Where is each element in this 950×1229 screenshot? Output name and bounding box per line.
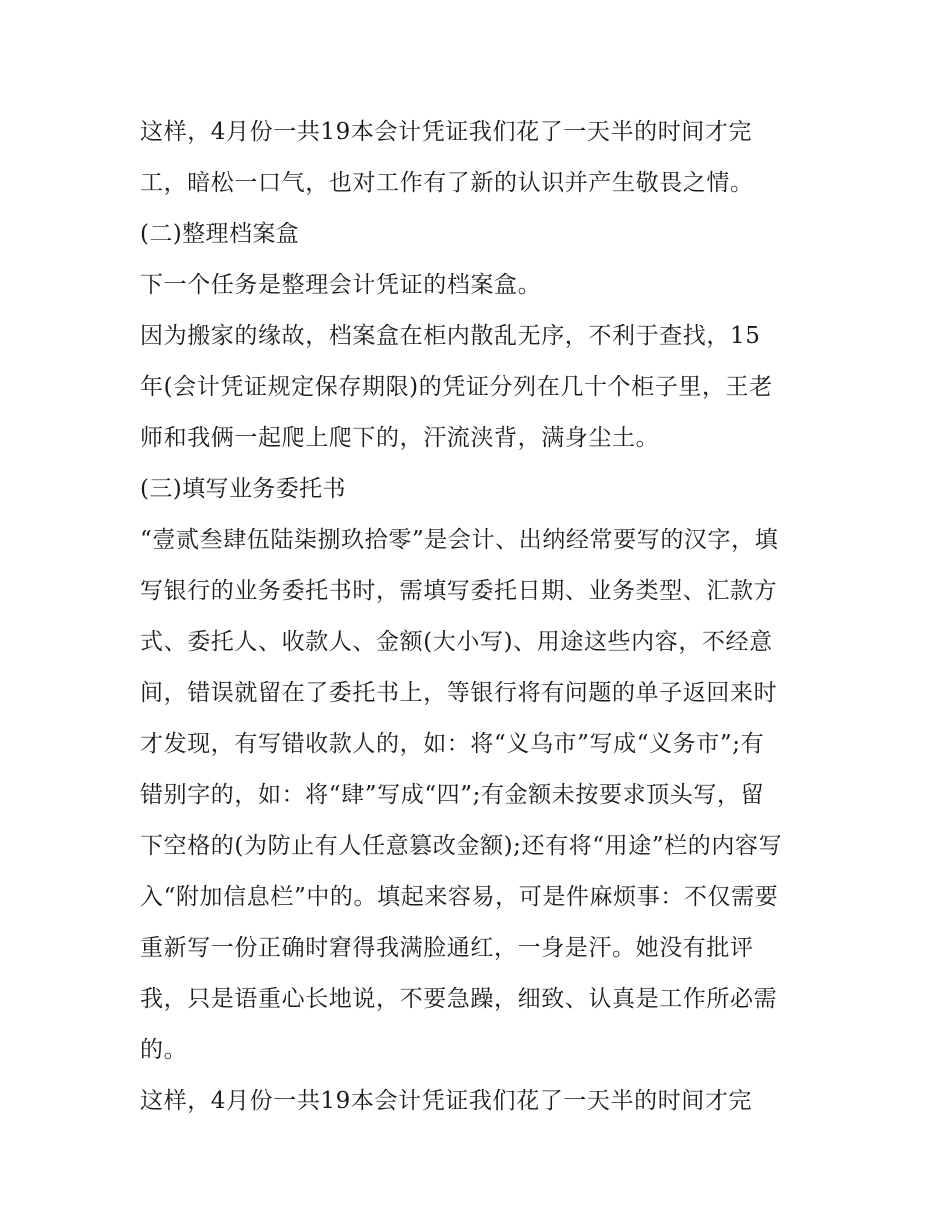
paragraph-line-1: 这样，4月份一共19本会计凭证我们花了一天半的时间才完 [140, 119, 753, 145]
paragraph-line-13: 才发现，有写错收款人的，如：将“义乌市”写成“义务市”;有 [140, 731, 765, 757]
paragraph-line-15: 下空格的(为防止有人任意篡改金额);还有将“用途”栏的内容写 [140, 833, 783, 859]
paragraph-line-5: 因为搬家的缘故，档案盒在柜内散乱无序，不利于查找，15 [140, 323, 761, 349]
paragraph-line-19: 的。 [140, 1037, 188, 1063]
section-heading-2: (二)整理档案盒 [140, 221, 300, 247]
paragraph-line-4: 下一个任务是整理会计凭证的档案盒。 [140, 272, 542, 298]
paragraph-line-9: “壹贰叁肆伍陆柒捌玖拾零”是会计、出纳经常要写的汉字，填 [140, 527, 779, 553]
paragraph-line-7: 师和我俩一起爬上爬下的，汗流浃背，满身尘土。 [140, 425, 660, 451]
paragraph-line-18: 我，只是语重心长地说，不要急躁，细致、认真是工作所必需 [140, 986, 778, 1012]
paragraph-line-20: 这样，4月份一共19本会计凭证我们花了一天半的时间才完 [140, 1088, 753, 1114]
paragraph-line-12: 间，错误就留在了委托书上，等银行将有问题的单子返回来时 [140, 680, 778, 706]
paragraph-line-11: 式、委托人、收款人、金额(大小写)、用途这些内容，不经意 [140, 629, 773, 655]
paragraph-line-14: 错别字的，如：将“肆”写成“四”;有金额未按要求顶头写，留 [140, 782, 765, 808]
paragraph-line-17: 重新写一份正确时窘得我满脸通红，一身是汗。她没有批评 [140, 935, 754, 961]
paragraph-line-16: 入“附加信息栏”中的。填起来容易，可是件麻烦事：不仅需要 [140, 884, 779, 910]
paragraph-line-10: 写银行的业务委托书时，需填写委托日期、业务类型、汇款方 [140, 578, 778, 604]
paragraph-line-6: 年(会计凭证规定保存期限)的凭证分列在几十个柜子里，王老 [140, 374, 773, 400]
paragraph-line-2: 工，暗松一口气，也对工作有了新的认识并产生敬畏之情。 [140, 170, 754, 196]
section-heading-3: (三)填写业务委托书 [140, 476, 346, 502]
